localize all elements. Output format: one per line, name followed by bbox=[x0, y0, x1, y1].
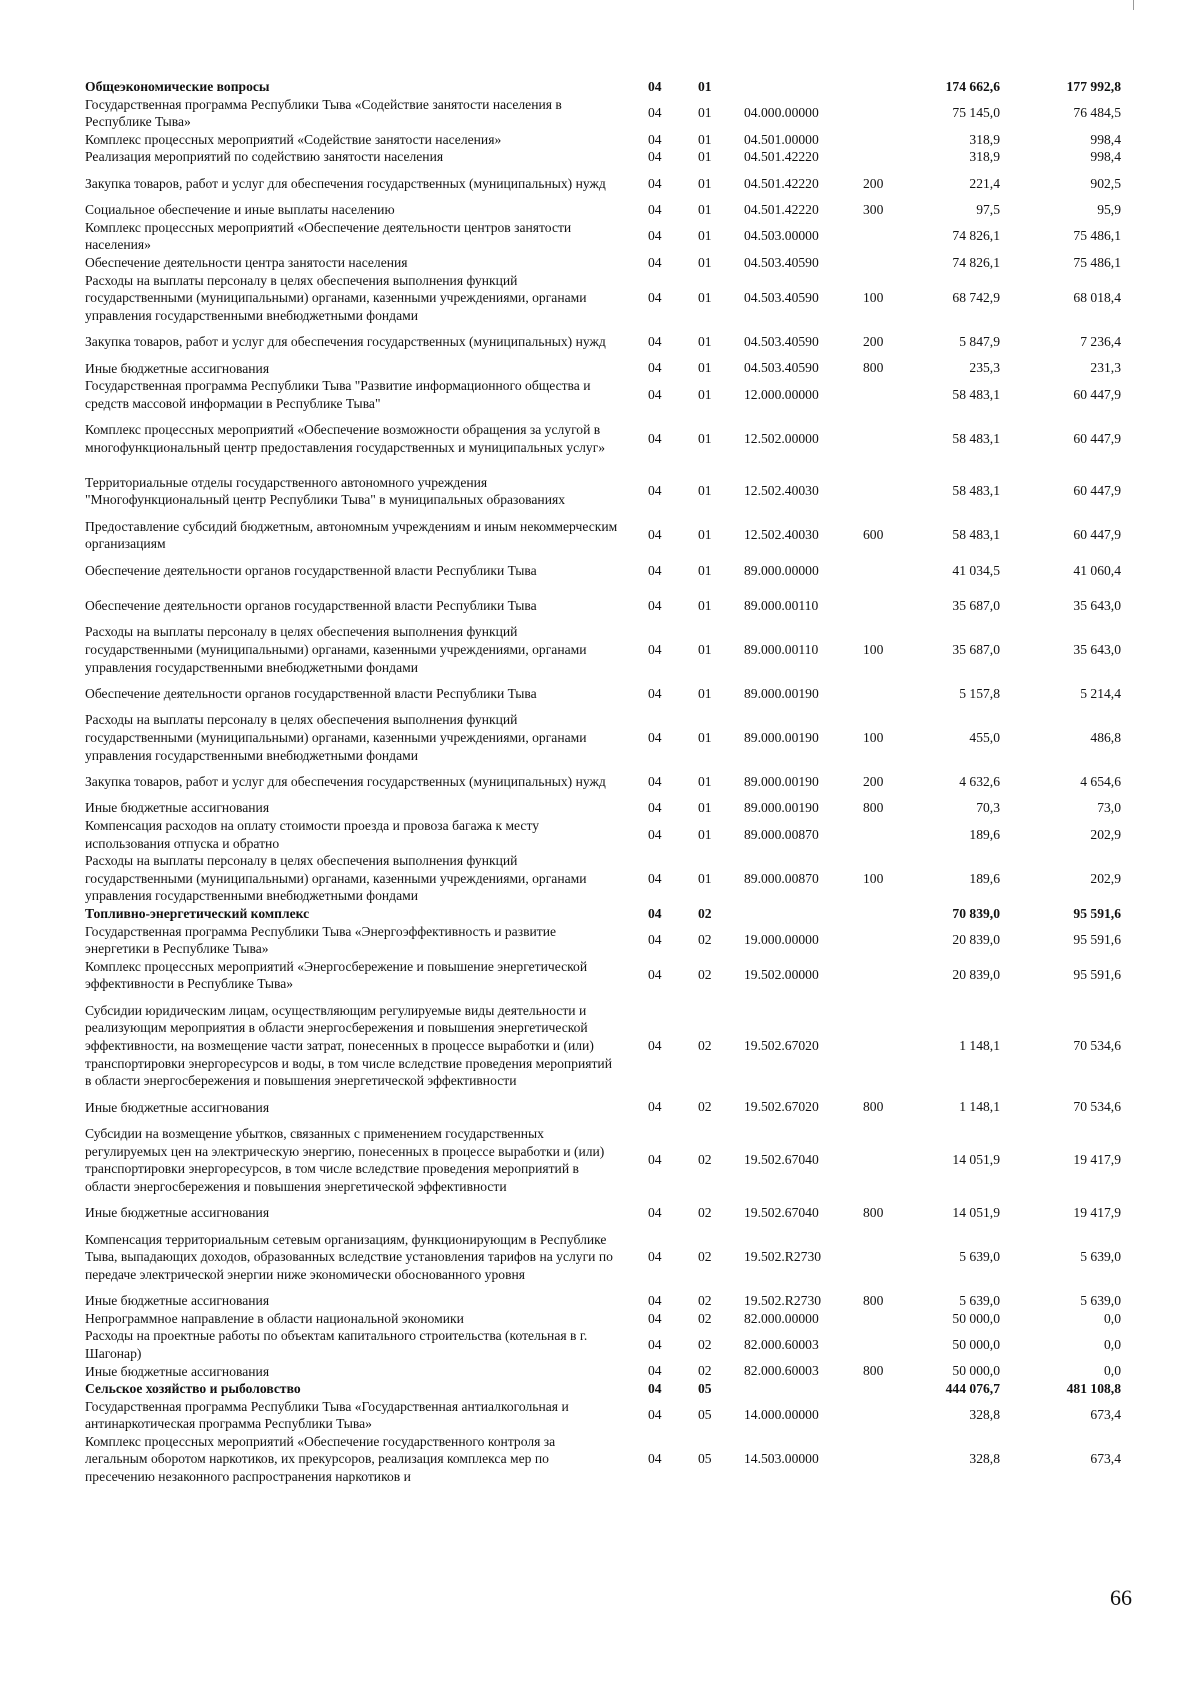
expense-type-code: 200 bbox=[863, 333, 884, 349]
section-code: 04 bbox=[648, 729, 662, 745]
amount-year-1: 1 148,1 bbox=[959, 1099, 1000, 1115]
amount-year-1: 189,6 bbox=[969, 870, 1000, 886]
amount-year-1: 74 826,1 bbox=[952, 254, 1000, 270]
target-article-code: 04.501.42220 bbox=[744, 149, 819, 165]
section-code: 04 bbox=[648, 967, 662, 983]
expense-type-code: 100 bbox=[863, 870, 884, 886]
subsection-code: 02 bbox=[698, 1292, 712, 1308]
target-article-code: 04.501.42220 bbox=[744, 175, 819, 191]
table-row bbox=[0, 377, 1200, 412]
subsection-code: 01 bbox=[698, 597, 712, 613]
table-row bbox=[0, 1433, 1200, 1486]
subsection-code: 01 bbox=[698, 105, 712, 121]
amount-year-1: 58 483,1 bbox=[952, 527, 1000, 543]
section-code: 04 bbox=[648, 131, 662, 147]
subsection-code: 01 bbox=[698, 773, 712, 789]
target-article-code: 89.000.00190 bbox=[744, 773, 819, 789]
amount-year-2: 4 654,6 bbox=[1080, 773, 1121, 789]
amount-year-1: 50 000,0 bbox=[952, 1363, 1000, 1379]
subsection-code: 01 bbox=[698, 430, 712, 446]
subsection-code: 02 bbox=[698, 967, 712, 983]
subsection-code: 01 bbox=[698, 729, 712, 745]
amount-year-2: 73,0 bbox=[1097, 800, 1121, 816]
expense-type-code: 300 bbox=[863, 201, 884, 217]
section-code: 04 bbox=[648, 1099, 662, 1115]
expense-type-code: 800 bbox=[863, 1204, 884, 1220]
section-code: 04 bbox=[648, 1407, 662, 1423]
target-article-code: 89.000.00190 bbox=[744, 685, 819, 701]
table-row bbox=[0, 78, 1200, 96]
section-code: 04 bbox=[648, 826, 662, 842]
table-row bbox=[0, 166, 1200, 201]
amount-year-2: 75 486,1 bbox=[1073, 228, 1121, 244]
section-code: 04 bbox=[648, 201, 662, 217]
section-code: 04 bbox=[648, 1380, 662, 1396]
table-row bbox=[0, 219, 1200, 254]
table-row bbox=[0, 764, 1200, 799]
row-name: Непрограммное направление в области национальной экономики bbox=[85, 1310, 464, 1326]
subsection-code: 02 bbox=[698, 905, 712, 921]
row-name: Обеспечение деятельности органов государственной власти Республики Тыва bbox=[85, 598, 537, 614]
row-name: Иные бюджетные ассигнования bbox=[85, 1363, 270, 1379]
table-row bbox=[0, 1398, 1200, 1433]
row-name: Иные бюджетные ассигнования bbox=[85, 1293, 270, 1309]
amount-year-2: 0,0 bbox=[1104, 1363, 1121, 1379]
amount-year-1: 58 483,1 bbox=[952, 386, 1000, 402]
amount-year-2: 5 214,4 bbox=[1080, 685, 1121, 701]
table-row bbox=[0, 1363, 1200, 1381]
amount-year-1: 35 687,0 bbox=[952, 641, 1000, 657]
amount-year-1: 189,6 bbox=[969, 826, 1000, 842]
target-article-code: 82.000.00000 bbox=[744, 1310, 819, 1326]
subsection-code: 02 bbox=[698, 932, 712, 948]
section-code: 04 bbox=[648, 254, 662, 270]
table-row bbox=[0, 1099, 1200, 1117]
amount-year-2: 0,0 bbox=[1104, 1336, 1121, 1352]
amount-year-1: 20 839,0 bbox=[952, 932, 1000, 948]
subsection-code: 02 bbox=[698, 1204, 712, 1220]
target-article-code: 19.502.67040 bbox=[744, 1152, 819, 1168]
row-name: Обеспечение деятельности органов государственной власти Республики Тыва bbox=[85, 686, 537, 702]
amount-year-1: 235,3 bbox=[969, 360, 1000, 376]
amount-year-1: 58 483,1 bbox=[952, 430, 1000, 446]
expense-type-code: 800 bbox=[863, 1363, 884, 1379]
amount-year-1: 444 076,7 bbox=[945, 1380, 1000, 1396]
section-code: 04 bbox=[648, 149, 662, 165]
section-code: 04 bbox=[648, 527, 662, 543]
section-code: 04 bbox=[648, 932, 662, 948]
amount-year-1: 221,4 bbox=[969, 175, 1000, 191]
row-name: Государственная программа Республики Тыва "Развитие информационного общества и средств массовой информации в Республике Тыва" bbox=[85, 378, 591, 411]
target-article-code: 12.502.40030 bbox=[744, 483, 819, 499]
amount-year-2: 35 643,0 bbox=[1073, 597, 1121, 613]
table-row bbox=[0, 588, 1200, 623]
target-article-code: 14.000.00000 bbox=[744, 1407, 819, 1423]
section-code: 04 bbox=[648, 105, 662, 121]
amount-year-1: 20 839,0 bbox=[952, 967, 1000, 983]
target-article-code: 19.502.R2730 bbox=[744, 1248, 822, 1264]
subsection-code: 01 bbox=[698, 333, 712, 349]
row-name: Обеспечение деятельности центра занятости населения bbox=[85, 254, 408, 270]
amount-year-1: 14 051,9 bbox=[952, 1152, 1000, 1168]
subsection-code: 01 bbox=[698, 870, 712, 886]
budget-table bbox=[0, 78, 1200, 1486]
subsection-code: 01 bbox=[698, 641, 712, 657]
target-article-code: 14.503.00000 bbox=[744, 1451, 819, 1467]
row-name: Расходы на выплаты персоналу в целях обеспечения выполнения функций государственными (муниципальными) органами, казенными учреждениями, органами управления государственными внебюджетными фондами bbox=[85, 624, 587, 675]
amount-year-2: 998,4 bbox=[1090, 131, 1121, 147]
table-row bbox=[0, 131, 1200, 149]
table-row bbox=[0, 201, 1200, 219]
amount-year-2: 0,0 bbox=[1104, 1310, 1121, 1326]
table-row bbox=[0, 923, 1200, 958]
section-code: 04 bbox=[648, 1451, 662, 1467]
expense-type-code: 100 bbox=[863, 641, 884, 657]
expense-type-code: 100 bbox=[863, 729, 884, 745]
subsection-code: 02 bbox=[698, 1037, 712, 1053]
section-code: 04 bbox=[648, 360, 662, 376]
section-code: 04 bbox=[648, 773, 662, 789]
target-article-code: 19.000.00000 bbox=[744, 932, 819, 948]
amount-year-1: 5 639,0 bbox=[959, 1248, 1000, 1264]
amount-year-2: 19 417,9 bbox=[1073, 1204, 1121, 1220]
subsection-code: 05 bbox=[698, 1380, 712, 1396]
target-article-code: 19.502.67020 bbox=[744, 1099, 819, 1115]
section-code: 04 bbox=[648, 1363, 662, 1379]
section-code: 04 bbox=[648, 386, 662, 402]
target-article-code: 12.502.40030 bbox=[744, 527, 819, 543]
target-article-code: 89.000.00870 bbox=[744, 870, 819, 886]
subsection-code: 05 bbox=[698, 1451, 712, 1467]
subsection-code: 02 bbox=[698, 1310, 712, 1326]
section-code: 04 bbox=[648, 1310, 662, 1326]
table-row bbox=[0, 465, 1200, 518]
row-name: Обеспечение деятельности органов государственной власти Республики Тыва bbox=[85, 562, 537, 578]
amount-year-2: 75 486,1 bbox=[1073, 254, 1121, 270]
subsection-code: 01 bbox=[698, 562, 712, 578]
section-code: 04 bbox=[648, 562, 662, 578]
amount-year-2: 202,9 bbox=[1090, 826, 1121, 842]
table-row bbox=[0, 360, 1200, 378]
amount-year-1: 318,9 bbox=[969, 149, 1000, 165]
amount-year-2: 95 591,6 bbox=[1073, 905, 1121, 921]
amount-year-2: 673,4 bbox=[1090, 1407, 1121, 1423]
amount-year-1: 50 000,0 bbox=[952, 1336, 1000, 1352]
table-row bbox=[0, 1327, 1200, 1362]
amount-year-2: 5 639,0 bbox=[1080, 1292, 1121, 1308]
subsection-code: 01 bbox=[698, 175, 712, 191]
row-name: Комплекс процессных мероприятий «Обеспечение возможности обращения за услугой в многофункциональный центр предоставления государственных и муниципальных услуг» bbox=[85, 422, 606, 455]
row-name: Государственная программа Республики Тыва «Государственная антиалкогольная и антинаркотическая программа Республики Тыва» bbox=[85, 1398, 569, 1432]
target-article-code: 19.502.67040 bbox=[744, 1204, 819, 1220]
amount-year-1: 70 839,0 bbox=[952, 905, 1000, 921]
amount-year-1: 4 632,6 bbox=[959, 773, 1000, 789]
subsection-code: 01 bbox=[698, 483, 712, 499]
subsection-code: 01 bbox=[698, 254, 712, 270]
row-name: Субсидии юридическим лицам, осуществляющим регулируемые виды деятельности и реализующим мероприятия в области энергосбережения и повышения энергетической эффективности, на возмещение части затрат, понесенных в процессе выработки и (или) транспортировки энергоресурсов и воды, в том числе вследствие проведения мероприятий в области энергосбережения и повышения энергетической эффективности bbox=[85, 1002, 612, 1089]
table-row bbox=[0, 1310, 1200, 1328]
target-article-code: 04.503.40590 bbox=[744, 254, 819, 270]
section-code: 04 bbox=[648, 289, 662, 305]
expense-type-code: 600 bbox=[863, 527, 884, 543]
amount-year-2: 70 534,6 bbox=[1073, 1037, 1121, 1053]
target-article-code: 82.000.60003 bbox=[744, 1336, 819, 1352]
subsection-code: 05 bbox=[698, 1407, 712, 1423]
table-row bbox=[0, 676, 1200, 711]
subsection-code: 01 bbox=[698, 201, 712, 217]
subsection-code: 01 bbox=[698, 386, 712, 402]
section-code: 04 bbox=[648, 597, 662, 613]
row-name: Закупка товаров, работ и услуг для обеспечения государственных (муниципальных) нужд bbox=[85, 175, 606, 191]
amount-year-2: 486,8 bbox=[1090, 729, 1121, 745]
section-code: 04 bbox=[648, 800, 662, 816]
amount-year-2: 7 236,4 bbox=[1080, 333, 1121, 349]
subsection-code: 01 bbox=[698, 360, 712, 376]
amount-year-2: 76 484,5 bbox=[1073, 105, 1121, 121]
target-article-code: 19.502.67020 bbox=[744, 1037, 819, 1053]
amount-year-1: 174 662,6 bbox=[945, 78, 1000, 94]
table-row bbox=[0, 958, 1200, 993]
amount-year-1: 97,5 bbox=[976, 201, 1000, 217]
section-code: 04 bbox=[648, 175, 662, 191]
section-code: 04 bbox=[648, 1037, 662, 1053]
row-name: Комплекс процессных мероприятий «Содействие занятости населения» bbox=[85, 131, 502, 147]
amount-year-1: 68 742,9 bbox=[952, 289, 1000, 305]
row-name: Сельское хозяйство и рыболовство bbox=[85, 1381, 301, 1397]
subsection-code: 01 bbox=[698, 131, 712, 147]
subsection-code: 02 bbox=[698, 1152, 712, 1168]
amount-year-2: 673,4 bbox=[1090, 1451, 1121, 1467]
row-name: Комплекс процессных мероприятий «Обеспечение государственного контроля за легальным оборотом наркотиков, их прекурсоров, реализация комплекса мер по пресечению незаконного распространения наркотиков и bbox=[85, 1433, 556, 1485]
row-name: Компенсация территориальным сетевым организациям, функционирующим в Республике Тыва, выпадающих доходов, образованных вследствие установления тарифов на услуги по передаче электрической энергии ниже экономически обоснованного уровня bbox=[85, 1231, 613, 1282]
table-row bbox=[0, 993, 1200, 1099]
amount-year-1: 5 157,8 bbox=[959, 685, 1000, 701]
table-row bbox=[0, 852, 1200, 905]
amount-year-1: 58 483,1 bbox=[952, 483, 1000, 499]
row-name: Территориальные отделы государственного автономного учреждения "Многофункциональный центр Республики Тыва" в муниципальных образованиях bbox=[85, 474, 566, 508]
table-row bbox=[0, 518, 1200, 553]
target-article-code: 82.000.60003 bbox=[744, 1363, 819, 1379]
target-article-code: 04.503.40590 bbox=[744, 333, 819, 349]
amount-year-1: 74 826,1 bbox=[952, 228, 1000, 244]
row-name: Расходы на выплаты персоналу в целях обеспечения выполнения функций государственными (муниципальными) органами, казенными учреждениями, органами управления государственными внебюджетными фондами bbox=[85, 712, 587, 763]
amount-year-2: 19 417,9 bbox=[1073, 1152, 1121, 1168]
table-row bbox=[0, 623, 1200, 676]
amount-year-1: 5 639,0 bbox=[959, 1292, 1000, 1308]
row-name: Иные бюджетные ассигнования bbox=[85, 1099, 270, 1115]
row-name: Топливно-энергетический комплекс bbox=[85, 906, 310, 921]
target-article-code: 04.503.40590 bbox=[744, 360, 819, 376]
amount-year-2: 95 591,6 bbox=[1073, 932, 1121, 948]
amount-year-1: 35 687,0 bbox=[952, 597, 1000, 613]
row-name: Закупка товаров, работ и услуг для обеспечения государственных (муниципальных) нужд bbox=[85, 774, 606, 790]
subsection-code: 02 bbox=[698, 1336, 712, 1352]
row-name: Комплекс процессных мероприятий «Энергосбережение и повышение энергетической эффективности в Республике Тыва» bbox=[85, 958, 588, 992]
amount-year-1: 50 000,0 bbox=[952, 1310, 1000, 1326]
row-name: Комплекс процессных мероприятий «Обеспечение деятельности центров занятости населения» bbox=[85, 219, 572, 253]
subsection-code: 01 bbox=[698, 800, 712, 816]
row-name: Реализация мероприятий по содействию занятости населения bbox=[85, 149, 444, 165]
section-code: 04 bbox=[648, 1152, 662, 1168]
subsection-code: 01 bbox=[698, 78, 712, 94]
amount-year-2: 41 060,4 bbox=[1073, 562, 1121, 578]
amount-year-2: 177 992,8 bbox=[1066, 78, 1121, 94]
target-article-code: 12.502.00000 bbox=[744, 430, 819, 446]
subsection-code: 02 bbox=[698, 1248, 712, 1264]
target-article-code: 19.502.R2730 bbox=[744, 1292, 822, 1308]
expense-type-code: 800 bbox=[863, 1292, 884, 1308]
target-article-code: 89.000.00190 bbox=[744, 800, 819, 816]
target-article-code: 04.000.00000 bbox=[744, 105, 819, 121]
table-row bbox=[0, 711, 1200, 764]
target-article-code: 12.000.00000 bbox=[744, 386, 819, 402]
row-name: Общеэкономические вопросы bbox=[85, 79, 270, 94]
row-name: Иные бюджетные ассигнования bbox=[85, 360, 270, 376]
table-row bbox=[0, 799, 1200, 817]
subsection-code: 01 bbox=[698, 149, 712, 165]
expense-type-code: 100 bbox=[863, 289, 884, 305]
row-name: Расходы на проектные работы по объектам капитального строительства (котельная в г. Шагонар) bbox=[85, 1328, 588, 1361]
section-code: 04 bbox=[648, 228, 662, 244]
expense-type-code: 800 bbox=[863, 360, 884, 376]
section-code: 04 bbox=[648, 430, 662, 446]
row-name: Субсидии на возмещение убытков, связанных с применением государственных регулируемых цен на электрическую энергию, понесенных в процессе выработки и (или) транспортировки энергоресурсов, в том числе вследствие проведения мероприятий в области энергосбережения и повышения энергетической эффективности bbox=[85, 1125, 605, 1194]
expense-type-code: 800 bbox=[863, 800, 884, 816]
amount-year-1: 455,0 bbox=[969, 729, 1000, 745]
target-article-code: 19.502.00000 bbox=[744, 967, 819, 983]
target-article-code: 89.000.00000 bbox=[744, 562, 819, 578]
section-code: 04 bbox=[648, 78, 662, 94]
section-code: 04 bbox=[648, 1204, 662, 1220]
amount-year-1: 41 034,5 bbox=[952, 562, 1000, 578]
section-code: 04 bbox=[648, 870, 662, 886]
row-name: Компенсация расходов на оплату стоимости проезда и провоза багажа к месту использования отпуска и обратно bbox=[85, 818, 540, 851]
target-article-code: 04.503.00000 bbox=[744, 228, 819, 244]
row-name: Государственная программа Республики Тыва «Энергоэффективность и развитие энергетики в Республике Тыва» bbox=[85, 923, 557, 957]
table-row bbox=[0, 324, 1200, 359]
amount-year-2: 5 639,0 bbox=[1080, 1248, 1121, 1264]
amount-year-2: 60 447,9 bbox=[1073, 483, 1121, 499]
amount-year-2: 60 447,9 bbox=[1073, 386, 1121, 402]
table-row bbox=[0, 148, 1200, 166]
subsection-code: 01 bbox=[698, 289, 712, 305]
subsection-code: 01 bbox=[698, 685, 712, 701]
amount-year-2: 68 018,4 bbox=[1073, 289, 1121, 305]
target-article-code: 89.000.00190 bbox=[744, 729, 819, 745]
amount-year-2: 481 108,8 bbox=[1066, 1380, 1121, 1396]
amount-year-2: 902,5 bbox=[1090, 175, 1121, 191]
section-code: 04 bbox=[648, 333, 662, 349]
section-code: 04 bbox=[648, 1292, 662, 1308]
subsection-code: 01 bbox=[698, 228, 712, 244]
table-row bbox=[0, 553, 1200, 588]
subsection-code: 01 bbox=[698, 826, 712, 842]
section-code: 04 bbox=[648, 1336, 662, 1352]
amount-year-1: 70,3 bbox=[976, 800, 1000, 816]
subsection-code: 02 bbox=[698, 1363, 712, 1379]
amount-year-2: 60 447,9 bbox=[1073, 527, 1121, 543]
amount-year-1: 328,8 bbox=[969, 1407, 1000, 1423]
target-article-code: 89.000.00110 bbox=[744, 597, 819, 613]
target-article-code: 04.501.00000 bbox=[744, 131, 819, 147]
target-article-code: 89.000.00870 bbox=[744, 826, 819, 842]
row-name: Расходы на выплаты персоналу в целях обеспечения выполнения функций государственными (муниципальными) органами, казенными учреждениями, органами управления государственными внебюджетными фондами bbox=[85, 272, 587, 323]
amount-year-1: 14 051,9 bbox=[952, 1204, 1000, 1220]
amount-year-2: 35 643,0 bbox=[1073, 641, 1121, 657]
section-code: 04 bbox=[648, 483, 662, 499]
target-article-code: 89.000.00110 bbox=[744, 641, 819, 657]
row-name: Расходы на выплаты персоналу в целях обеспечения выполнения функций государственными (муниципальными) органами, казенными учреждениями, органами управления государственными внебюджетными фондами bbox=[85, 853, 587, 904]
expense-type-code: 800 bbox=[863, 1099, 884, 1115]
table-row bbox=[0, 1292, 1200, 1310]
subsection-code: 01 bbox=[698, 527, 712, 543]
amount-year-2: 95,9 bbox=[1097, 201, 1121, 217]
amount-year-1: 1 148,1 bbox=[959, 1037, 1000, 1053]
table-row bbox=[0, 412, 1200, 465]
section-code: 04 bbox=[648, 641, 662, 657]
table-row bbox=[0, 905, 1200, 923]
amount-year-2: 202,9 bbox=[1090, 870, 1121, 886]
table-row bbox=[0, 817, 1200, 852]
section-code: 04 bbox=[648, 1248, 662, 1264]
amount-year-2: 60 447,9 bbox=[1073, 430, 1121, 446]
expense-type-code: 200 bbox=[863, 175, 884, 191]
table-row bbox=[0, 1204, 1200, 1222]
table-row bbox=[0, 1222, 1200, 1292]
row-name: Социальное обеспечение и иные выплаты населению bbox=[85, 202, 395, 218]
row-name: Иные бюджетные ассигнования bbox=[85, 800, 270, 816]
corner-mark bbox=[1133, 0, 1134, 10]
amount-year-1: 75 145,0 bbox=[952, 105, 1000, 121]
amount-year-2: 70 534,6 bbox=[1073, 1099, 1121, 1115]
table-row bbox=[0, 254, 1200, 272]
table-row bbox=[0, 272, 1200, 325]
table-row bbox=[0, 1116, 1200, 1204]
target-article-code: 04.501.42220 bbox=[744, 201, 819, 217]
row-name: Закупка товаров, работ и услуг для обеспечения государственных (муниципальных) нужд bbox=[85, 334, 606, 350]
page-number: 66 bbox=[1110, 1585, 1132, 1610]
amount-year-2: 998,4 bbox=[1090, 149, 1121, 165]
expense-type-code: 200 bbox=[863, 773, 884, 789]
section-code: 04 bbox=[648, 685, 662, 701]
row-name: Предоставление субсидий бюджетным, автономным учреждениям и иным некоммерческим организациям bbox=[85, 518, 618, 552]
subsection-code: 02 bbox=[698, 1099, 712, 1115]
amount-year-1: 328,8 bbox=[969, 1451, 1000, 1467]
amount-year-1: 318,9 bbox=[969, 131, 1000, 147]
amount-year-2: 231,3 bbox=[1090, 360, 1121, 376]
table-row bbox=[0, 1380, 1200, 1398]
amount-year-1: 5 847,9 bbox=[959, 333, 1000, 349]
section-code: 04 bbox=[648, 905, 662, 921]
amount-year-2: 95 591,6 bbox=[1073, 967, 1121, 983]
row-name: Иные бюджетные ассигнования bbox=[85, 1205, 270, 1221]
target-article-code: 04.503.40590 bbox=[744, 289, 819, 305]
row-name: Государственная программа Республики Тыва «Содействие занятости населения в Республике Тыва» bbox=[85, 96, 562, 130]
table-row bbox=[0, 96, 1200, 131]
